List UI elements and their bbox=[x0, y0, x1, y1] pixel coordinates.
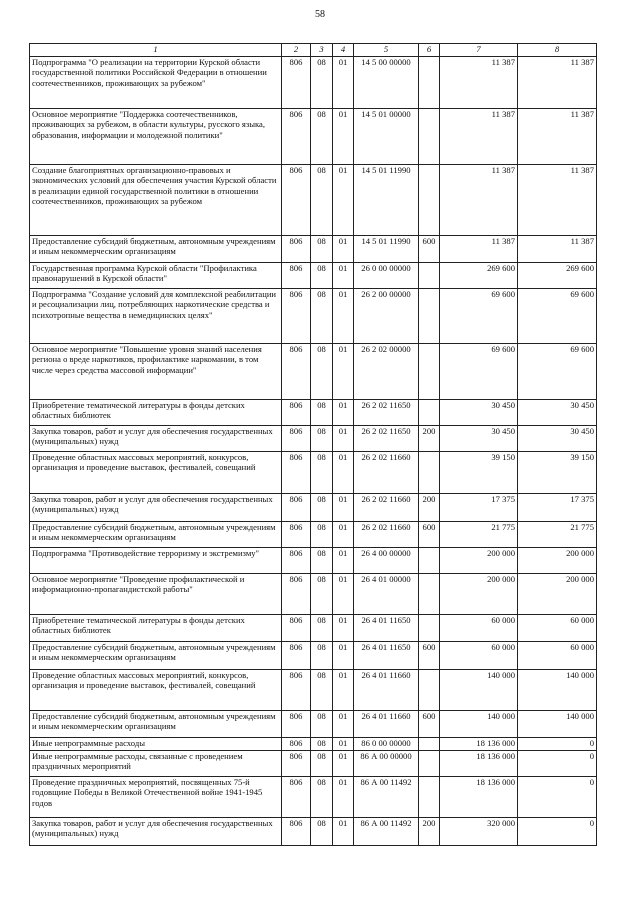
cell-amount-1: 140 000 bbox=[440, 670, 518, 711]
cell-ministry: 806 bbox=[282, 426, 311, 452]
cell-target-article: 86 А 00 11492 bbox=[354, 777, 419, 818]
cell-amount-1: 200 000 bbox=[440, 548, 518, 574]
cell-section: 08 bbox=[311, 548, 333, 574]
cell-expense-type bbox=[419, 109, 440, 165]
cell-section: 08 bbox=[311, 400, 333, 426]
cell-section: 08 bbox=[311, 344, 333, 400]
cell-target-article: 26 4 01 11660 bbox=[354, 711, 419, 738]
cell-subsection: 01 bbox=[333, 109, 354, 165]
cell-amount-1: 30 450 bbox=[440, 426, 518, 452]
cell-amount-2: 30 450 bbox=[518, 400, 597, 426]
table-row bbox=[30, 522, 597, 548]
cell-section: 08 bbox=[311, 777, 333, 818]
row-name: Приобретение тематической литературы в фонды детских областных библиотек bbox=[30, 400, 282, 426]
table-row bbox=[30, 642, 597, 670]
cell-subsection: 01 bbox=[333, 522, 354, 548]
row-name: Проведение праздничных мероприятий, посвященных 75-й годовщине Победы в Великой Отечественной войне 1941-1945 годов bbox=[30, 777, 282, 818]
cell-subsection: 01 bbox=[333, 642, 354, 670]
cell-target-article: 14 5 01 11990 bbox=[354, 165, 419, 236]
cell-subsection: 01 bbox=[333, 344, 354, 400]
table-row bbox=[30, 548, 597, 574]
cell-ministry: 806 bbox=[282, 751, 311, 777]
cell-expense-type bbox=[419, 670, 440, 711]
header-cell: 2 bbox=[282, 44, 311, 57]
cell-ministry: 806 bbox=[282, 711, 311, 738]
row-name: Основное мероприятие "Поддержка соотечественников, проживающих за рубежом, в области культуры, русского языка, образования, информации и молодежной политики" bbox=[30, 109, 282, 165]
cell-section: 08 bbox=[311, 289, 333, 344]
cell-amount-2: 140 000 bbox=[518, 711, 597, 738]
cell-subsection: 01 bbox=[333, 236, 354, 263]
cell-expense-type bbox=[419, 263, 440, 289]
cell-target-article: 26 2 02 00000 bbox=[354, 344, 419, 400]
cell-expense-type: 600 bbox=[419, 711, 440, 738]
table-row bbox=[30, 615, 597, 642]
cell-target-article: 26 2 00 00000 bbox=[354, 289, 419, 344]
cell-amount-2: 0 bbox=[518, 738, 597, 751]
cell-ministry: 806 bbox=[282, 494, 311, 522]
cell-subsection: 01 bbox=[333, 818, 354, 846]
cell-target-article: 26 2 02 11650 bbox=[354, 426, 419, 452]
table-row bbox=[30, 670, 597, 711]
cell-section: 08 bbox=[311, 236, 333, 263]
cell-ministry: 806 bbox=[282, 236, 311, 263]
header-cell: 4 bbox=[333, 44, 354, 57]
cell-expense-type bbox=[419, 751, 440, 777]
header-cell: 1 bbox=[30, 44, 282, 57]
cell-expense-type bbox=[419, 400, 440, 426]
row-name: Государственная программа Курской области "Профилактика правонарушений в Курской области" bbox=[30, 263, 282, 289]
cell-amount-2: 60 000 bbox=[518, 615, 597, 642]
table-row bbox=[30, 400, 597, 426]
table-row bbox=[30, 494, 597, 522]
cell-amount-1: 60 000 bbox=[440, 642, 518, 670]
cell-amount-1: 18 136 000 bbox=[440, 738, 518, 751]
table-row bbox=[30, 818, 597, 846]
cell-subsection: 01 bbox=[333, 777, 354, 818]
cell-amount-1: 39 150 bbox=[440, 452, 518, 494]
cell-subsection: 01 bbox=[333, 751, 354, 777]
cell-section: 08 bbox=[311, 670, 333, 711]
budget-table bbox=[29, 43, 597, 846]
cell-amount-1: 320 000 bbox=[440, 818, 518, 846]
cell-amount-2: 11 387 bbox=[518, 165, 597, 236]
table-row bbox=[30, 574, 597, 615]
cell-section: 08 bbox=[311, 818, 333, 846]
cell-expense-type bbox=[419, 615, 440, 642]
cell-expense-type bbox=[419, 57, 440, 109]
table-row bbox=[30, 751, 597, 777]
cell-target-article: 86 А 00 00000 bbox=[354, 751, 419, 777]
cell-target-article: 86 0 00 00000 bbox=[354, 738, 419, 751]
row-name: Основное мероприятие "Проведение профилактической и информационно-пропагандистской работы" bbox=[30, 574, 282, 615]
cell-ministry: 806 bbox=[282, 777, 311, 818]
cell-expense-type: 200 bbox=[419, 818, 440, 846]
row-name: Подпрограмма "О реализации на территории Курской области государственной политики Российской Федерации в отношении соотечественников, проживающих за рубежом" bbox=[30, 57, 282, 109]
cell-target-article: 14 5 01 11990 bbox=[354, 236, 419, 263]
cell-amount-1: 11 387 bbox=[440, 109, 518, 165]
cell-expense-type: 600 bbox=[419, 236, 440, 263]
cell-section: 08 bbox=[311, 109, 333, 165]
cell-amount-1: 11 387 bbox=[440, 57, 518, 109]
cell-amount-1: 69 600 bbox=[440, 344, 518, 400]
row-name: Предоставление субсидий бюджетным, автономным учреждениям и иным некоммерческим организациям bbox=[30, 711, 282, 738]
cell-section: 08 bbox=[311, 738, 333, 751]
cell-amount-1: 21 775 bbox=[440, 522, 518, 548]
header-cell: 8 bbox=[518, 44, 597, 57]
cell-target-article: 26 0 00 00000 bbox=[354, 263, 419, 289]
cell-amount-1: 69 600 bbox=[440, 289, 518, 344]
cell-expense-type: 200 bbox=[419, 426, 440, 452]
cell-amount-1: 18 136 000 bbox=[440, 751, 518, 777]
table-row bbox=[30, 777, 597, 818]
cell-section: 08 bbox=[311, 574, 333, 615]
cell-amount-2: 269 600 bbox=[518, 263, 597, 289]
cell-section: 08 bbox=[311, 452, 333, 494]
cell-ministry: 806 bbox=[282, 522, 311, 548]
cell-amount-2: 69 600 bbox=[518, 289, 597, 344]
cell-subsection: 01 bbox=[333, 452, 354, 494]
cell-ministry: 806 bbox=[282, 289, 311, 344]
cell-subsection: 01 bbox=[333, 57, 354, 109]
cell-amount-1: 200 000 bbox=[440, 574, 518, 615]
cell-ministry: 806 bbox=[282, 670, 311, 711]
row-name: Предоставление субсидий бюджетным, автономным учреждениям и иным некоммерческим организациям bbox=[30, 236, 282, 263]
cell-section: 08 bbox=[311, 57, 333, 109]
cell-amount-2: 21 775 bbox=[518, 522, 597, 548]
row-name: Иные непрограммные расходы bbox=[30, 738, 282, 751]
cell-ministry: 806 bbox=[282, 738, 311, 751]
table-row bbox=[30, 57, 597, 109]
cell-expense-type bbox=[419, 574, 440, 615]
cell-amount-1: 17 375 bbox=[440, 494, 518, 522]
cell-subsection: 01 bbox=[333, 711, 354, 738]
cell-amount-1: 11 387 bbox=[440, 165, 518, 236]
cell-subsection: 01 bbox=[333, 670, 354, 711]
cell-amount-1: 60 000 bbox=[440, 615, 518, 642]
cell-subsection: 01 bbox=[333, 263, 354, 289]
cell-target-article: 26 4 01 11650 bbox=[354, 615, 419, 642]
row-name: Приобретение тематической литературы в фонды детских областных библиотек bbox=[30, 615, 282, 642]
cell-amount-2: 30 450 bbox=[518, 426, 597, 452]
cell-subsection: 01 bbox=[333, 548, 354, 574]
header-cell: 3 bbox=[311, 44, 333, 57]
cell-target-article: 14 5 01 00000 bbox=[354, 109, 419, 165]
cell-ministry: 806 bbox=[282, 400, 311, 426]
header-cell: 7 bbox=[440, 44, 518, 57]
cell-expense-type bbox=[419, 452, 440, 494]
row-name: Основное мероприятие "Повышение уровня знаний населения региона о вреде наркотиков, профилактике наркомании, в том числе через средства массовой информации" bbox=[30, 344, 282, 400]
cell-amount-1: 11 387 bbox=[440, 236, 518, 263]
cell-section: 08 bbox=[311, 165, 333, 236]
cell-expense-type: 200 bbox=[419, 494, 440, 522]
row-name: Проведение областных массовых мероприятий, конкурсов, организация и проведение выставок, фестивалей, совещаний bbox=[30, 670, 282, 711]
cell-target-article: 26 4 01 11660 bbox=[354, 670, 419, 711]
cell-section: 08 bbox=[311, 263, 333, 289]
cell-amount-2: 200 000 bbox=[518, 548, 597, 574]
table-row bbox=[30, 344, 597, 400]
cell-target-article: 26 2 02 11650 bbox=[354, 400, 419, 426]
cell-amount-2: 200 000 bbox=[518, 574, 597, 615]
cell-ministry: 806 bbox=[282, 57, 311, 109]
cell-ministry: 806 bbox=[282, 574, 311, 615]
cell-amount-2: 11 387 bbox=[518, 57, 597, 109]
cell-amount-1: 18 136 000 bbox=[440, 777, 518, 818]
row-name: Создание благоприятных организационно-правовых и экономических условий для обеспечения участия Курской области в реализации единой государственной политики в отношении соотечественников, проживающих за рубежом bbox=[30, 165, 282, 236]
cell-amount-2: 11 387 bbox=[518, 109, 597, 165]
page-number: 58 bbox=[315, 9, 325, 20]
table-row bbox=[30, 452, 597, 494]
cell-amount-2: 60 000 bbox=[518, 642, 597, 670]
cell-section: 08 bbox=[311, 615, 333, 642]
row-name: Подпрограмма "Создание условий для комплексной реабилитации и ресоциализации лиц, потребляющих наркотические средства и психотропные вещества в немедицинских целях" bbox=[30, 289, 282, 344]
row-name: Предоставление субсидий бюджетным, автономным учреждениям и иным некоммерческим организациям bbox=[30, 642, 282, 670]
cell-ministry: 806 bbox=[282, 165, 311, 236]
cell-subsection: 01 bbox=[333, 289, 354, 344]
cell-subsection: 01 bbox=[333, 400, 354, 426]
cell-ministry: 806 bbox=[282, 263, 311, 289]
cell-section: 08 bbox=[311, 711, 333, 738]
cell-target-article: 14 5 00 00000 bbox=[354, 57, 419, 109]
cell-section: 08 bbox=[311, 751, 333, 777]
cell-amount-1: 30 450 bbox=[440, 400, 518, 426]
cell-subsection: 01 bbox=[333, 426, 354, 452]
table-row bbox=[30, 289, 597, 344]
cell-section: 08 bbox=[311, 642, 333, 670]
cell-section: 08 bbox=[311, 494, 333, 522]
cell-amount-2: 0 bbox=[518, 818, 597, 846]
cell-ministry: 806 bbox=[282, 452, 311, 494]
cell-expense-type bbox=[419, 344, 440, 400]
cell-ministry: 806 bbox=[282, 548, 311, 574]
table-row bbox=[30, 263, 597, 289]
cell-amount-2: 69 600 bbox=[518, 344, 597, 400]
row-name: Закупка товаров, работ и услуг для обеспечения государственных (муниципальных) нужд bbox=[30, 426, 282, 452]
row-name: Иные непрограммные расходы, связанные с проведением праздничных мероприятий bbox=[30, 751, 282, 777]
row-name: Подпрограмма "Противодействие терроризму и экстремизму" bbox=[30, 548, 282, 574]
cell-section: 08 bbox=[311, 522, 333, 548]
table-header-row bbox=[30, 44, 597, 57]
cell-amount-2: 140 000 bbox=[518, 670, 597, 711]
cell-amount-2: 11 387 bbox=[518, 236, 597, 263]
cell-target-article: 26 2 02 11660 bbox=[354, 494, 419, 522]
cell-target-article: 26 4 01 11650 bbox=[354, 642, 419, 670]
cell-target-article: 26 2 02 11660 bbox=[354, 452, 419, 494]
row-name: Предоставление субсидий бюджетным, автономным учреждениям и иным некоммерческим организациям bbox=[30, 522, 282, 548]
table-row bbox=[30, 426, 597, 452]
cell-expense-type bbox=[419, 289, 440, 344]
cell-amount-2: 0 bbox=[518, 751, 597, 777]
cell-section: 08 bbox=[311, 426, 333, 452]
cell-ministry: 806 bbox=[282, 818, 311, 846]
row-name: Закупка товаров, работ и услуг для обеспечения государственных (муниципальных) нужд bbox=[30, 494, 282, 522]
cell-amount-1: 269 600 bbox=[440, 263, 518, 289]
cell-ministry: 806 bbox=[282, 344, 311, 400]
cell-target-article: 26 4 00 00000 bbox=[354, 548, 419, 574]
cell-amount-2: 39 150 bbox=[518, 452, 597, 494]
cell-expense-type bbox=[419, 777, 440, 818]
cell-subsection: 01 bbox=[333, 165, 354, 236]
cell-amount-2: 0 bbox=[518, 777, 597, 818]
cell-target-article: 86 А 00 11492 bbox=[354, 818, 419, 846]
cell-ministry: 806 bbox=[282, 642, 311, 670]
cell-expense-type bbox=[419, 165, 440, 236]
table-row bbox=[30, 165, 597, 236]
cell-amount-2: 17 375 bbox=[518, 494, 597, 522]
cell-subsection: 01 bbox=[333, 615, 354, 642]
cell-expense-type bbox=[419, 738, 440, 751]
table-row bbox=[30, 738, 597, 751]
cell-target-article: 26 4 01 00000 bbox=[354, 574, 419, 615]
cell-subsection: 01 bbox=[333, 738, 354, 751]
header-cell: 6 bbox=[419, 44, 440, 57]
cell-target-article: 26 2 02 11660 bbox=[354, 522, 419, 548]
header-cell: 5 bbox=[354, 44, 419, 57]
cell-expense-type bbox=[419, 548, 440, 574]
cell-expense-type: 600 bbox=[419, 522, 440, 548]
table-row bbox=[30, 711, 597, 738]
row-name: Проведение областных массовых мероприятий, конкурсов, организация и проведение выставок, фестивалей, совещаний bbox=[30, 452, 282, 494]
cell-ministry: 806 bbox=[282, 109, 311, 165]
row-name: Закупка товаров, работ и услуг для обеспечения государственных (муниципальных) нужд bbox=[30, 818, 282, 846]
cell-expense-type: 600 bbox=[419, 642, 440, 670]
cell-ministry: 806 bbox=[282, 615, 311, 642]
cell-subsection: 01 bbox=[333, 494, 354, 522]
table-row bbox=[30, 236, 597, 263]
cell-subsection: 01 bbox=[333, 574, 354, 615]
cell-amount-1: 140 000 bbox=[440, 711, 518, 738]
table-row bbox=[30, 109, 597, 165]
